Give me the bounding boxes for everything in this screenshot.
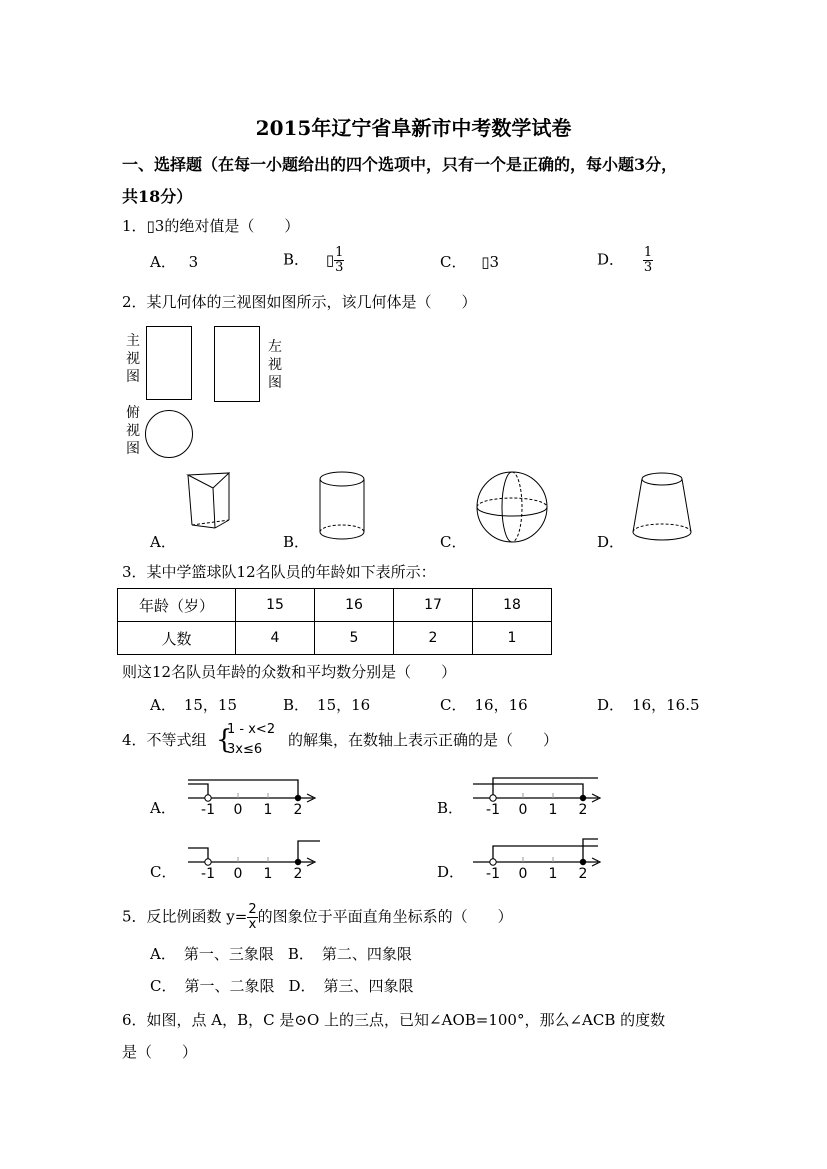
front-view-rect [146,326,192,400]
tick-label: 0 [233,866,243,882]
question-3-stem: 3．某中学篮球队12名队员的年龄如下表所示： [122,563,436,581]
tick-label: 1 [548,802,558,818]
tick-label: 0 [518,802,528,818]
closed-point [295,859,301,865]
page-title: 2015年辽宁省阜新市中考数学试卷 [255,116,572,140]
solution-ray [583,839,598,862]
table-cell: 2 [394,622,473,655]
table-cell: 4 [236,622,315,655]
table-cell: 17 [394,589,473,622]
side-view-rect [214,326,260,402]
closed-point [580,859,586,865]
table-cell: 1 [473,622,552,655]
closed-point [295,795,301,801]
frustum-figure [630,470,695,542]
open-point [205,795,211,801]
q2-option-a-label: A． [150,533,176,551]
section-heading: 一、选择题（在每一小题给出的四个选项中，只有一个是正确的，每小题3分， [122,155,678,174]
closed-point [580,795,586,801]
option-prefix: ▯ [325,250,335,269]
tick-label: 2 [578,866,588,882]
brace-symbol: { [216,725,233,755]
number-line-c [185,836,325,881]
cylinder-figure [318,470,368,540]
table-row [118,622,552,655]
q3-option-c: C． 16，16 [440,696,528,714]
tick-label: 2 [293,866,303,882]
tick-label: 1 [263,802,273,818]
table-cell: 5 [315,622,394,655]
q2-option-b-label: B． [283,533,310,551]
table-cell: 15 [236,589,315,622]
top-view-label: 俯 视 图 [126,405,140,457]
q5-options-row2: C． 第一、二象限 D． 第三、四象限 [150,977,414,995]
tick-label: -1 [486,866,500,882]
table-row [118,589,552,622]
age-table [117,588,552,655]
question-2-stem: 2．某几何体的三视图如图所示，该几何体是（ ） [122,293,477,311]
question-3-prompt: 则这12名队员年龄的众数和平均数分别是（ ） [122,663,457,681]
table-header-cell: 人数 [118,622,236,655]
option-label: C． [440,253,467,271]
solution-ray [188,780,298,798]
question-4-stem-prefix: 4．不等式组 [122,731,207,749]
option-text: 3 [188,253,199,271]
open-point [490,795,496,801]
q1-option-b [283,246,344,275]
tick-label: 1 [263,866,273,882]
tick-label: 0 [233,802,243,818]
tick-label: 2 [293,802,303,818]
option-label: B． [283,250,310,269]
triangular-prism-figure [185,470,235,530]
table-header-cell: 年龄（岁） [118,589,236,622]
table-cell: 18 [473,589,552,622]
q3-option-b: B． 15，16 [283,696,371,714]
open-point [490,859,496,865]
inequality-system: 1 - x<2 3x≤6 [227,722,276,757]
question-4-stem-suffix: 的解集，在数轴上表示正确的是（ ） [288,731,559,749]
question-6-stem-cont: 是（ ） [122,1043,198,1061]
fraction: $\frac{1}{3}$ [643,245,653,275]
q1-option-a [150,252,198,272]
top-view-circle [145,410,193,458]
q3-option-a: A． 15，15 [150,696,238,714]
q2-option-c-label: C． [440,533,467,551]
q5-options-row1: A． 第一、三象限 B． 第二、四象限 [150,945,412,963]
tick-label: 0 [518,866,528,882]
q4-option-c-label: C． [150,863,177,881]
q4-option-a-label: A． [150,799,176,817]
question-5-stem: 5．反比例函数 y= $\frac{2}{x}$ 的图象位于平面直角坐标系的（ ） [122,902,513,932]
question-6-stem: 6．如图，点 A，B，C 是⊙O 上的三点，已知∠AOB=100°，那么∠ACB 的度数 [122,1011,666,1029]
solution-ray [473,784,583,798]
number-line-d [470,836,610,881]
q1-option-c [440,252,499,272]
side-view-label: 左 视 图 [268,339,282,391]
q3-option-d: D． 16，16.5 [597,696,700,714]
tick-label: 2 [578,802,588,818]
tick-label: 1 [548,866,558,882]
tick-label: -1 [201,802,215,818]
tick-label: -1 [486,802,500,818]
tick-label: -1 [201,866,215,882]
open-point [205,859,211,865]
option-label: D． [597,250,625,269]
sphere-figure [476,470,551,545]
fraction: $\frac{2}{x}$ [248,902,257,932]
option-text: ▯3 [481,253,500,271]
q2-option-d-label: D． [597,533,625,551]
fraction: $\frac{1}{3}$ [335,245,344,275]
q4-option-b-label: B． [437,799,464,817]
number-line-a [185,772,325,817]
section-heading-cont: 共18分） [122,187,193,206]
number-line-b [470,772,610,817]
table-cell: 16 [315,589,394,622]
q4-option-d-label: D． [437,863,465,881]
option-label: A． [150,253,176,271]
q1-option-d [597,246,653,275]
front-view-label: 主 视 图 [126,333,140,385]
question-1-stem: 1．▯3的绝对值是（ ） [122,217,300,235]
